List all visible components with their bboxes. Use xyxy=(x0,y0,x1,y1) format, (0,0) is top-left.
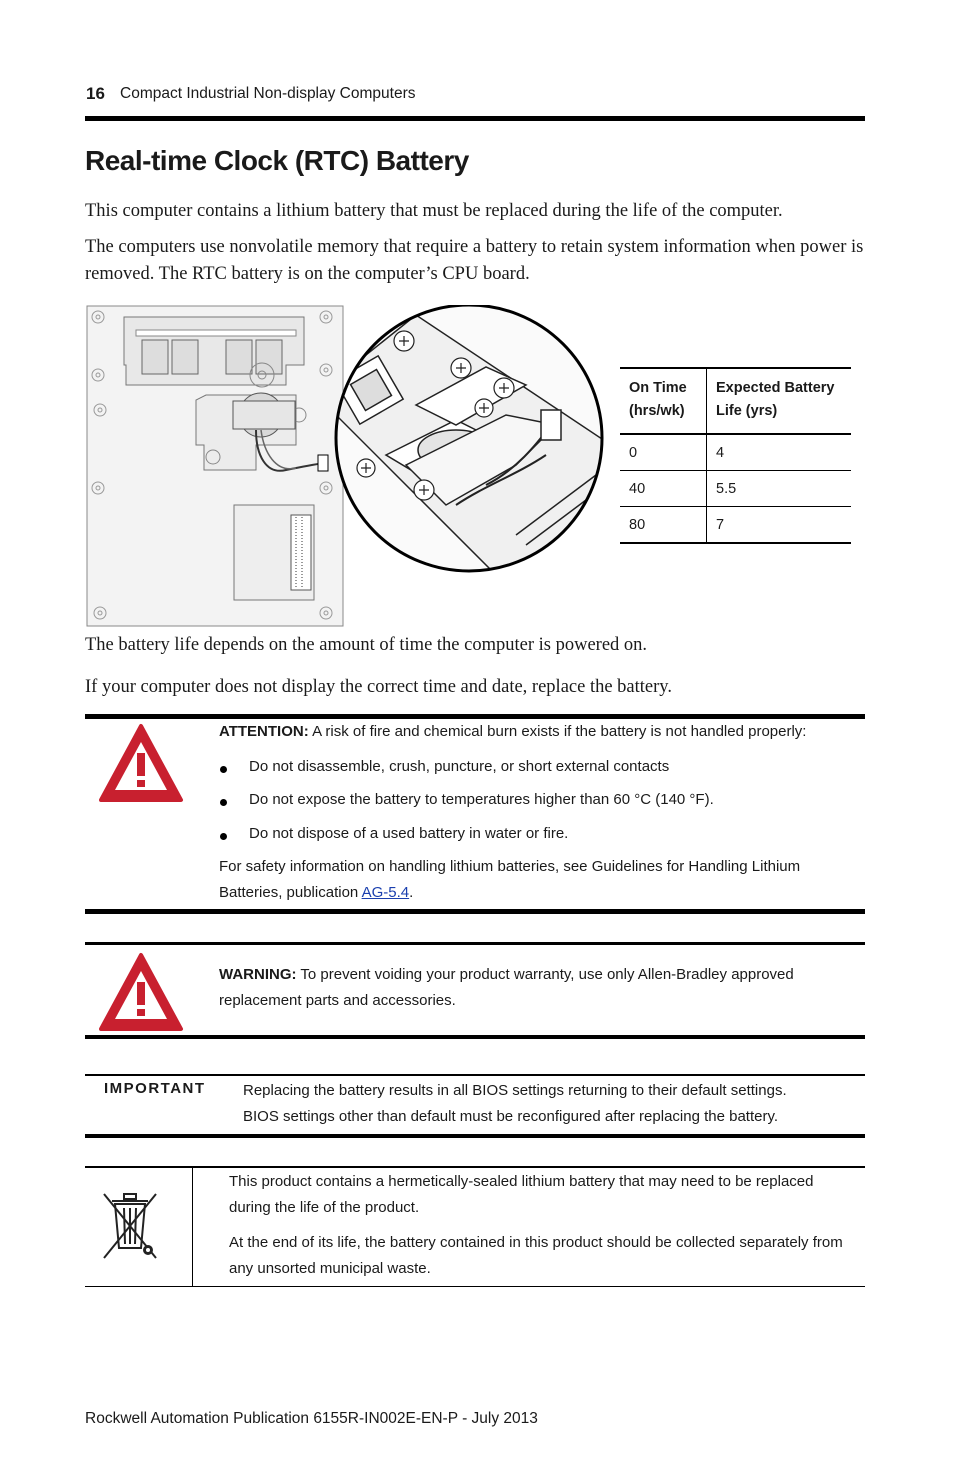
important-top-rule xyxy=(85,1074,865,1076)
table-cell: 7 xyxy=(707,507,852,544)
disposal-text-2: At the end of its life, the battery contained in this product should be collected separately from any unsorted municipal waste. xyxy=(229,1234,843,1277)
section-title: Real-time Clock (RTC) Battery xyxy=(85,145,469,176)
battery-life-table xyxy=(620,367,851,544)
crossed-bin-icon xyxy=(100,1190,160,1262)
battery-life-paragraph: The battery life depends on the amount of time the computer is powered on. xyxy=(85,635,648,655)
table-cell: 40 xyxy=(620,471,707,507)
disposal-top-rule xyxy=(85,1166,865,1168)
attention-bullet: Do not disassemble, crush, puncture, or short external contacts xyxy=(249,758,670,775)
important-text: Replacing the battery results in all BIOS settings returning to their default settings. BIOS settings other than default must be reconfigured after replacing the battery. xyxy=(243,1082,787,1125)
header-rule xyxy=(85,116,865,121)
attention-footer xyxy=(219,854,819,906)
attention-label: ATTENTION: xyxy=(219,723,309,740)
important-bottom-rule xyxy=(85,1134,865,1138)
memory-paragraph: The computers use nonvolatile memory that require a battery to retain system information when power is removed. The RTC battery is on the computer’s CPU board. xyxy=(85,237,864,284)
important-label: IMPORTANT xyxy=(104,1080,206,1097)
attention-bullet: Do not expose the battery to temperatures higher than 60 °C (140 °F). xyxy=(249,791,714,808)
publication-footer: Rockwell Automation Publication 6155R-IN002E-EN-P - July 2013 xyxy=(85,1410,538,1427)
bullet-icon xyxy=(220,766,227,773)
table-header-battery-life: Expected Battery Life (yrs) xyxy=(707,368,852,434)
attention-footer-text: For safety information on handling lithium batteries, see Guidelines for Handling Lithium Batteries, publication xyxy=(219,858,801,901)
attention-bottom-rule xyxy=(85,909,865,914)
intro-paragraph: This computer contains a lithium battery that must be replaced during the life of the computer. xyxy=(85,201,783,221)
warning-body: To prevent voiding your product warranty, use only Allen-Bradley approved replacement parts and accessories. xyxy=(219,966,794,1009)
attention-bullet: Do not dispose of a used battery in water or fire. xyxy=(249,825,569,842)
table-cell: 80 xyxy=(620,507,707,544)
disposal-text-1: This product contains a hermetically-sealed lithium battery that may need to be replaced during the life of the product. xyxy=(229,1173,814,1216)
warning-top-rule xyxy=(85,942,865,945)
attention-intro xyxy=(219,719,859,745)
table-cell: 0 xyxy=(620,434,707,471)
bullet-icon xyxy=(220,799,227,806)
warning-bottom-rule xyxy=(85,1035,865,1039)
warning-text xyxy=(219,962,819,1014)
running-header-title: Compact Industrial Non-display Computers xyxy=(120,85,416,102)
warning-label: WARNING: xyxy=(219,966,297,983)
disposal-divider xyxy=(192,1168,193,1286)
rtc-battery-figure xyxy=(86,305,606,630)
page-number: 16 xyxy=(86,84,105,103)
table-cell: 4 xyxy=(707,434,852,471)
table-row xyxy=(620,507,851,544)
attention-footer-end: . xyxy=(409,884,414,901)
warning-triangle-icon xyxy=(97,951,185,1033)
table-header-row xyxy=(620,368,851,434)
bullet-icon xyxy=(220,833,227,840)
table-header-on-time: On Time (hrs/wk) xyxy=(620,368,707,434)
warning-triangle-icon xyxy=(97,722,185,804)
table-row xyxy=(620,471,851,507)
attention-intro-text: A risk of fire and chemical burn exists if the battery is not handled properly: xyxy=(312,723,807,740)
table-cell: 5.5 xyxy=(707,471,852,507)
replace-paragraph: If your computer does not display the correct time and date, replace the battery. xyxy=(85,677,672,697)
disposal-bottom-rule xyxy=(85,1286,865,1287)
table-row xyxy=(620,434,851,471)
publication-link[interactable]: AG-5.4 xyxy=(361,884,410,901)
